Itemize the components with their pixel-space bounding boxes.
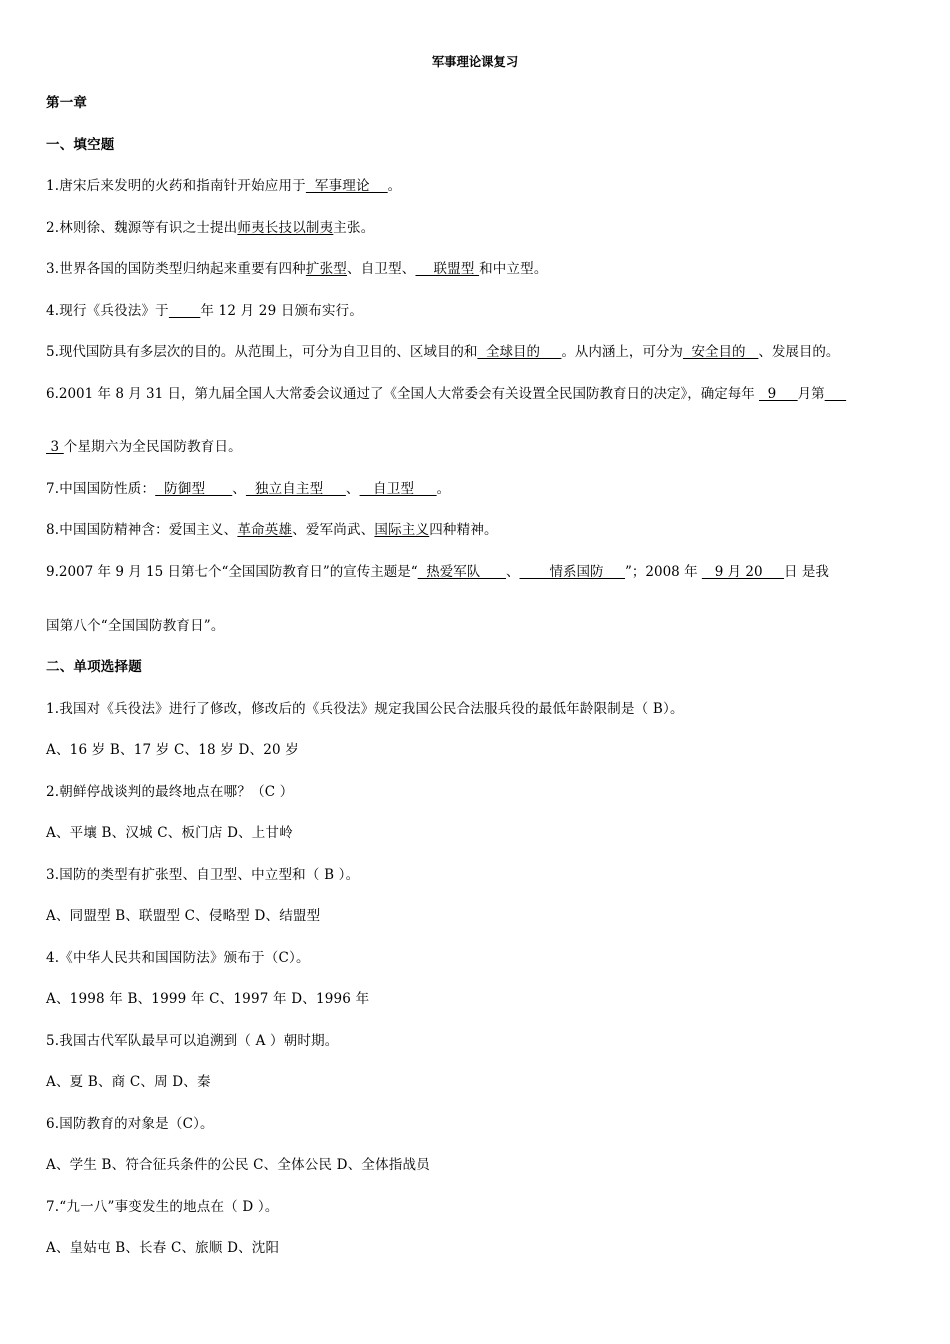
chapter-heading: 第一章 [46,95,88,111]
answer-blank: 情系国防 [519,564,626,580]
choice-options: A、16 岁 B、17 岁 C、18 岁 D、20 岁 [46,742,299,758]
fill-q4: 4.现行《兵役法》于 年 12 月 29 日颁布实行。 [46,303,364,319]
answer-blank: 国际主义 [374,522,430,538]
fill-q9-continued: 国第八个“全国国防教育日”。 [46,618,225,634]
answer-blank: 热爱军队 [417,564,507,580]
fill-q8: 8.中国国防精神含：爱国主义、革命英雄、爱军尚武、国际主义四种精神。 [46,522,498,538]
fill-q9: 9.2007 年 9 月 15 日第七个“全国国防教育日”的宣传主题是“ 热爱军队 、 情系国防 ”；2008 年 9 月 20 日 是我 [46,564,829,580]
choice-question: 6.国防教育的对象是（C）。 [46,1116,214,1132]
choice-options: A、1998 年 B、1999 年 C、1997 年 D、1996 年 [46,991,370,1007]
choice-options: A、平壤 B、汉城 C、板门店 D、上甘岭 [46,825,293,841]
answer-blank: 3 [46,439,64,455]
fill-q7: 7.中国国防性质： 防御型 、 独立自主型 、 自卫型 。 [46,481,451,497]
answer-blank [169,303,200,319]
answer-blank: 9 月 20 [701,564,785,580]
section-heading-fill: 一、填空题 [46,137,115,153]
choice-question: 7.“九一八”事变发生的地点在（ D ）。 [46,1199,279,1215]
choice-question: 1.我国对《兵役法》进行了修改，修改后的《兵役法》规定我国公民合法服兵役的最低年龄限制是（ B）。 [46,701,684,717]
doc-title: 军事理论课复习 [431,54,519,69]
answer-blank: 独立自主型 [245,481,346,497]
section-heading-choice: 二、单项选择题 [46,659,142,675]
answer-blank: 9 [759,386,798,402]
answer-blank: 师夷长技以制夷 [237,220,334,236]
answer-blank: 自卫型 [359,481,437,497]
fill-q5: 5.现代国防具有多层次的目的。从范围上，可分为自卫目的、区域目的和 全球目的 。从内涵上，可分为 安全目的 、发展目的。 [46,344,840,360]
answer-blank: 全球目的 [477,344,562,360]
fill-q3: 3.世界各国的国防类型归纳起来重要有四种扩张型、自卫型、 联盟型 和中立型。 [46,261,548,277]
answer-blank: 安全目的 [682,344,759,360]
choice-question: 3.国防的类型有扩张型、自卫型、中立型和（ B ）。 [46,867,360,883]
fill-q6-continued: 3 个星期六为全民国防教育日。 [46,439,242,455]
choice-options: A、同盟型 B、联盟型 C、侵略型 D、结盟型 [46,908,321,924]
answer-blank: 扩张型 [305,261,347,277]
answer-blank: 革命英雄 [237,522,293,538]
choice-options: A、皇姑屯 B、长春 C、旅顺 D、沈阳 [46,1240,280,1256]
fill-q2: 2.林则徐、魏源等有识之士提出师夷长技以制夷主张。 [46,220,375,236]
choice-question: 5.我国古代军队最早可以追溯到（ A ）朝时期。 [46,1033,339,1049]
choice-options: A、夏 B、商 C、周 D、秦 [46,1074,211,1090]
answer-blank: 防御型 [155,481,233,497]
answer-blank: 军事理论 [305,178,388,194]
choice-question: 2.朝鲜停战谈判的最终地点在哪？（C ） [46,784,294,800]
choice-options: A、学生 B、符合征兵条件的公民 C、全体公民 D、全体指战员 [46,1157,430,1173]
fill-q6: 6.2001 年 8 月 31 日，第九届全国人大常委会议通过了《全国人大常委会有关设置全民国防教育日的决定》，确定每年 9 月第 [46,385,910,403]
answer-blank [825,386,846,402]
choice-question: 4.《中华人民共和国国防法》颁布于（C）。 [46,950,310,966]
answer-blank: 联盟型 [415,261,480,277]
fill-q1: 1.唐宋后来发明的火药和指南针开始应用于 军事理论 。 [46,178,402,194]
